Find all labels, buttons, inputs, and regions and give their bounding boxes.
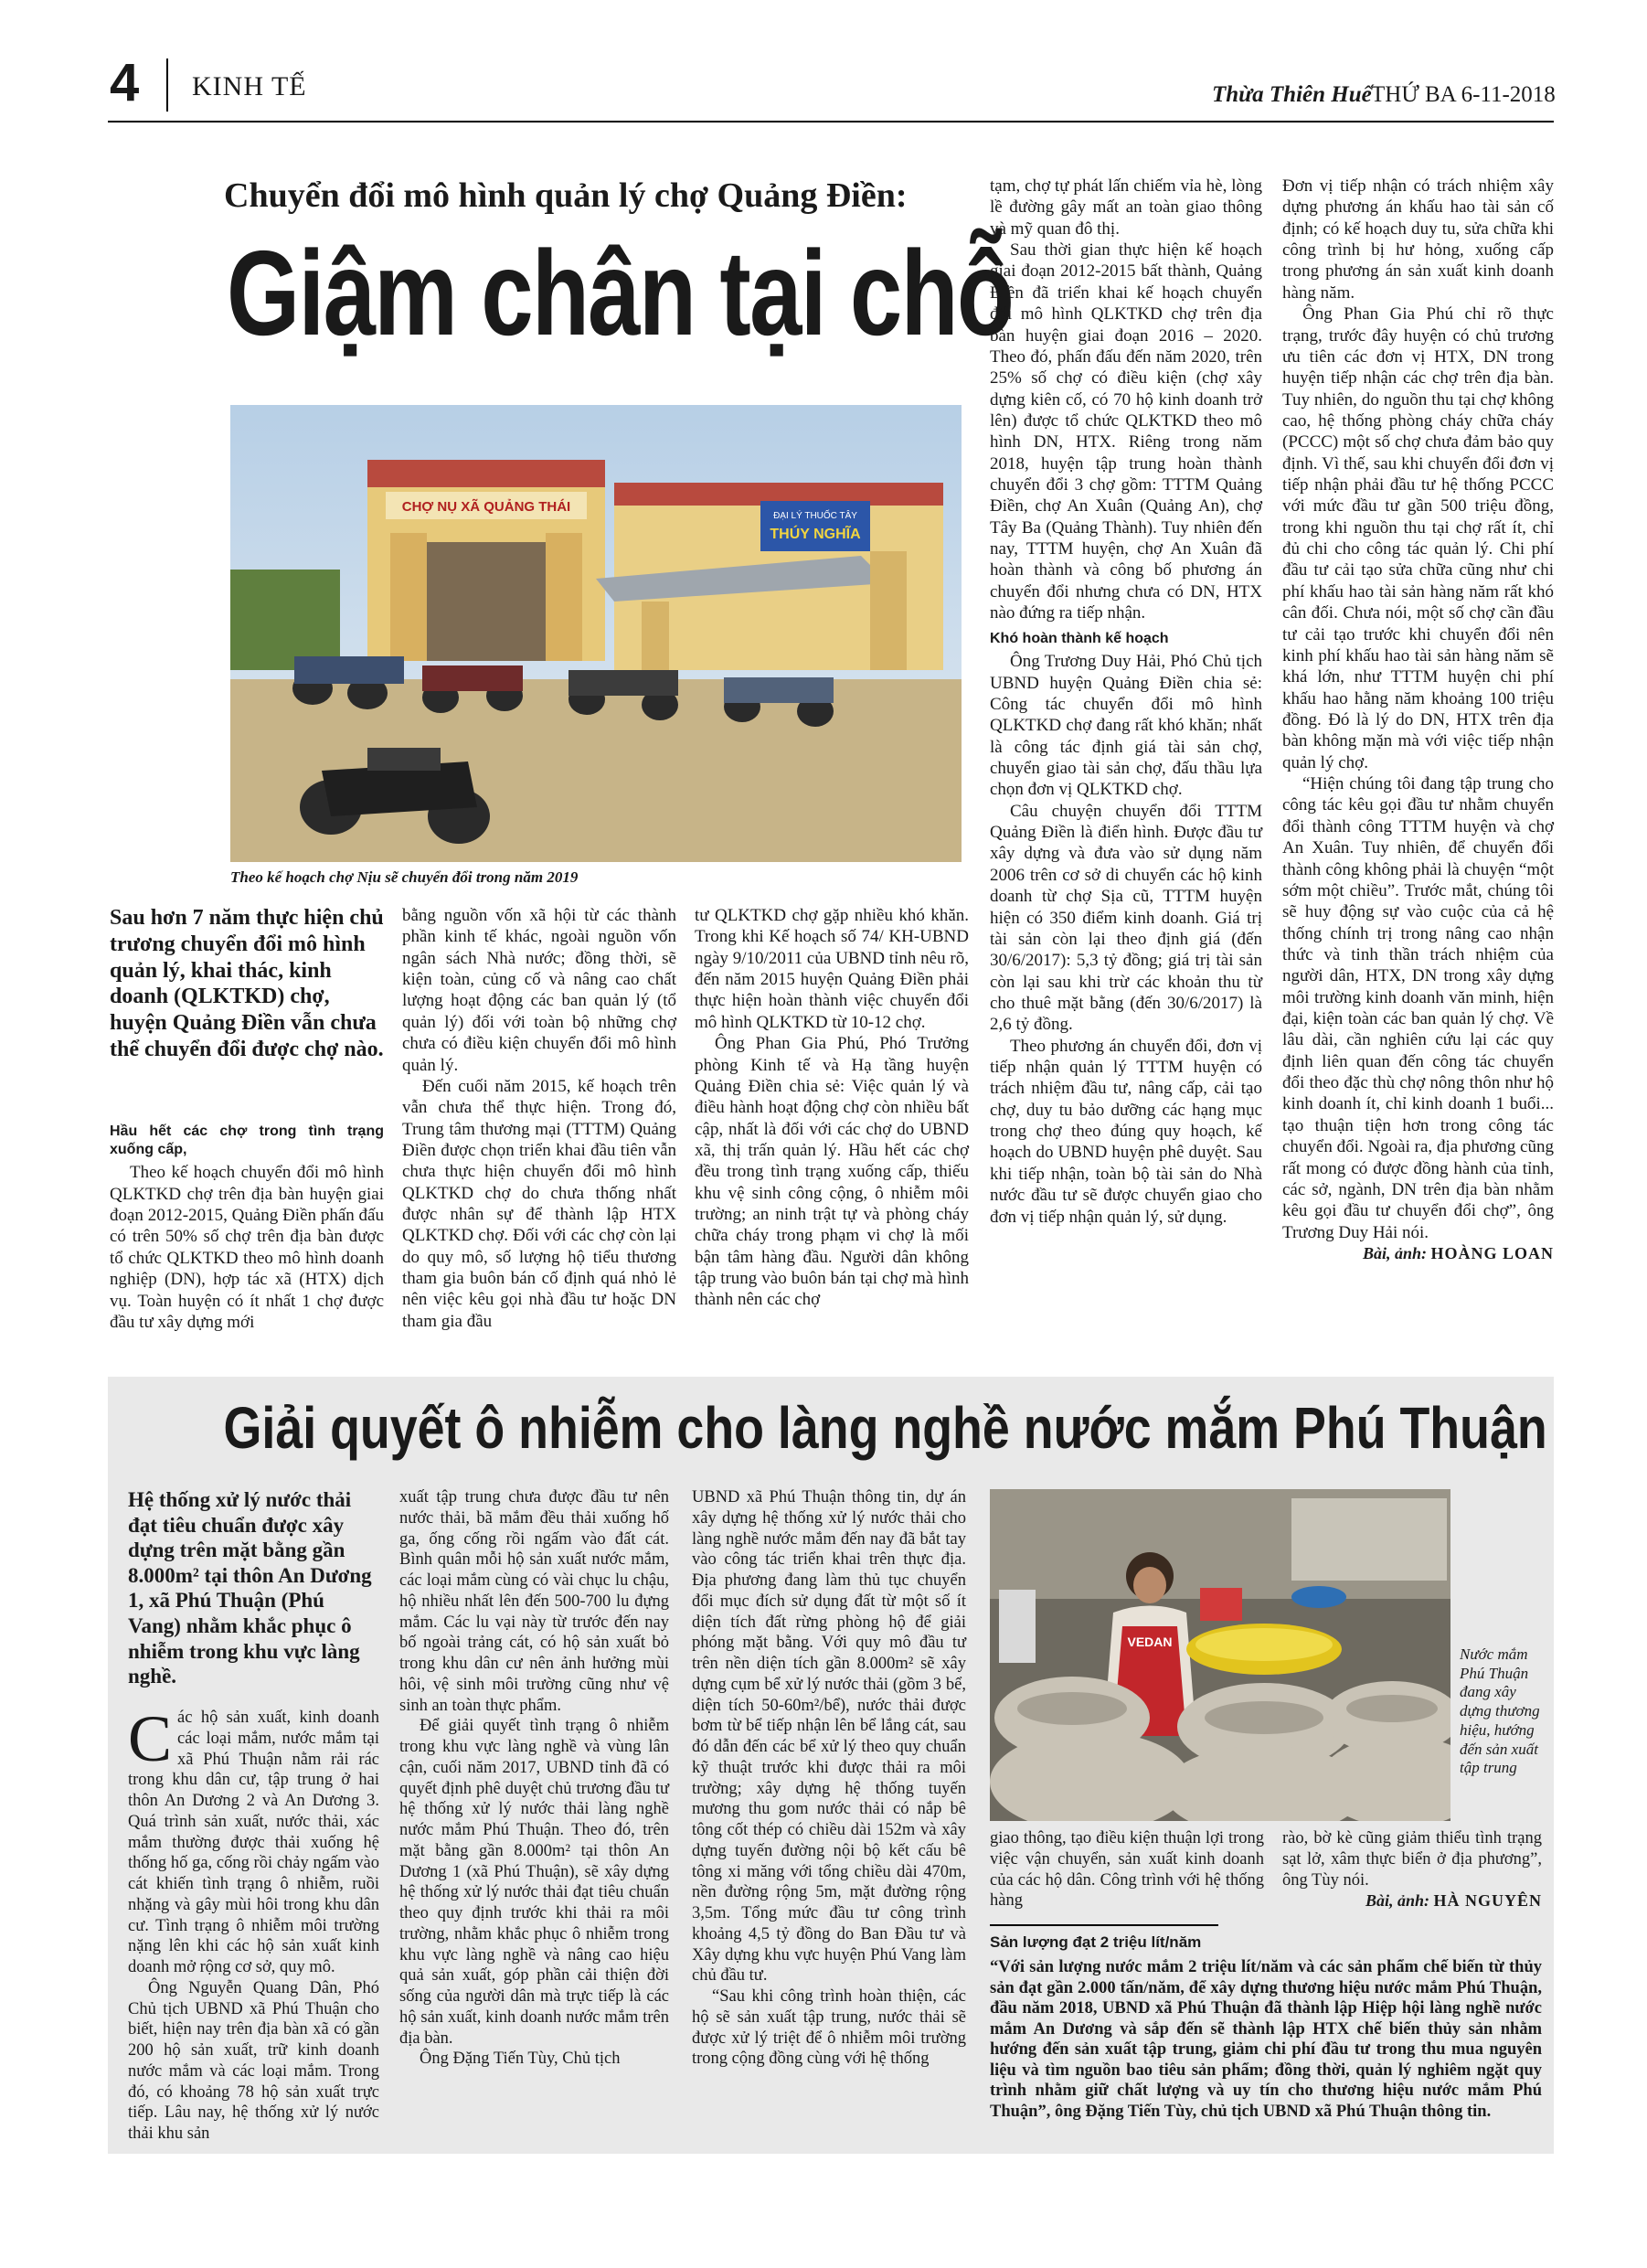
article2-col5	[1282, 1828, 1542, 1911]
issue-date: THỨ BA 6-11-2018	[1371, 82, 1556, 107]
fish-sauce-photo-illustration	[990, 1489, 1450, 1821]
article2-byline	[1282, 1890, 1542, 1911]
article1-para: Đến cuối năm 2015, kế hoạch trên vẫn chưa thể thực hiện. Trong đó, Trung tâm thương mại (TTTM) Quảng Điền được chọn triển khai đầu tiên vẫn chưa thực hiện chuyển đổi mô hình QLKTKD chợ do chưa thống nhất được nhân sự để thành lập HTX QLKTKD chợ. Đối với các chợ còn lại do quy mô, số lượng hộ tiểu thương tham gia buôn bán cố định quá nhỏ lẻ nên việc kêu gọi nhà đầu tư hoặc DN tham gia đầu	[402, 1076, 676, 1331]
article1-para: Ông Phan Gia Phú chỉ rõ thực trạng, trước đây huyện có chủ trương ưu tiên các đơn vị HTX, DN trong huyện tiếp nhận các chợ trên địa bàn. Tuy nhiên, do nguồn thu tại chợ không cao, hệ thống phòng cháy chữa cháy (PCCC) một số chợ chưa đảm bảo quy định. Vì thế, sau khi chuyển đổi đơn vị tiếp nhận phải đầu tư hệ thống PCCC với mức đầu tư gần 500 triệu đồng, trong khi nguồn thu tại chợ rất ít, chỉ đủ chi cho công tác quản lý. Chi phí đầu tư cải tạo sửa chữa cũng như chi phí khấu hao tài sản hàng năm rất khó cân đối. Chưa nói, một số chợ cần đầu tư cải tạo trước khi chuyển đổi nên kinh phí khấu hao tài sản hàng năm sẽ khá lớn, như TTTM huyện chi phí khấu hao hằng năm khoảng 100 triệu đồng. Đó là lý do DN, HTX trên địa bàn không mặn mà với việc tiếp nhận quản lý chợ.	[1282, 304, 1554, 772]
article2-headline: Giải quyết ô nhiễm cho làng nghề nước mắm Phú Thuận	[223, 1395, 1547, 1461]
header-divider	[166, 59, 168, 112]
article1-para: Ông Phan Gia Phú, Phó Trưởng phòng Kinh tế và Hạ tầng huyện Quảng Điền chia sẻ: Việc quản lý và điều hành hoạt động chợ còn nhiều bất cập, nhất là đối với các chợ do UBND xã, thị trấn quản lý. Hầu hết các chợ đều trong tình trạng xuống cấp, thiếu khu vệ sinh công cộng, ô nhiễm môi trường; an ninh trật tự và phòng cháy chữa cháy trong phạm vi chợ là mối bận tâm hàng đầu. Người dân không tập trung vào buôn bán tại chợ mà hình thành nên các chợ	[695, 1034, 969, 1310]
market-photo	[230, 405, 962, 862]
fish-sauce-photo	[990, 1489, 1450, 1821]
article1-para: bằng nguồn vốn xã hội từ các thành phần kinh tế khác, ngoài nguồn vốn ngân sách Nhà nước; đồng thời, sẽ kiện toàn, củng cố và nâng cao chất lượng hoạt động các ban quản lý (tổ quản lý) đối với toàn bộ những chợ chưa có điều kiện chuyển đổi mô hình quản lý.	[402, 906, 676, 1075]
article2-col2	[399, 1487, 669, 2070]
article2-sidebar-box	[990, 1933, 1542, 2123]
byline-prefix: Bài, ảnh:	[1365, 1891, 1429, 1911]
article1-lead: Sau hơn 7 năm thực hiện chủ trương chuyển đổi mô hình quản lý, khai thác, kinh doanh (QLKTKD) chợ, huyện Quảng Điền vẫn chưa thể chuyển đổi được chợ nào.	[110, 906, 384, 1061]
article2-col4	[990, 1828, 1264, 1911]
shop-sign-top: ĐẠI LÝ THUỐC TÂY	[773, 511, 857, 521]
newspaper-name: Thừa Thiên Huế	[1212, 82, 1372, 107]
article1-col1	[110, 1117, 384, 1333]
article1-para: Đơn vị tiếp nhận có trách nhiệm xây dựng phương án khấu hao tài sản cố định; có kế hoạch duy tu, sửa chữa khi công trình bị hư hỏng, xuống cấp trong phương án sản xuất kinh doanh hàng năm.	[1282, 176, 1554, 303]
article1-para: Theo phương án chuyển đổi, đơn vị tiếp nhận quản lý TTTM huyện có trách nhiệm đầu tư, nâng cấp, cải tạo chợ, duy tu bảo dưỡng các hạng mục trong chợ theo đúng quy hoạch, kế hoạch do UBND huyện phê duyệt. Sau khi tiếp nhận, toàn bộ tài sản do Nhà nước đầu tư sẽ được chuyển giao cho đơn vị tiếp nhận quản lý, sử dụng.	[990, 1036, 1262, 1227]
shop-sign-name: THÚY NGHĨA	[770, 527, 861, 542]
article2-col3	[692, 1487, 966, 2070]
article1-para: tư QLKTKD chợ gặp nhiều khó khăn. Trong khi Kế hoạch số 74/ KH-UBND ngày 9/10/2011 của UBND tỉnh nêu rõ, đến năm 2015 huyện Quảng Điền phải thực hiện hoàn thành việc chuyển đổi mô hình QLKTKD từ 10-12 chợ.	[695, 906, 969, 1032]
byline-prefix: Bài, ảnh:	[1362, 1243, 1427, 1262]
article1-col2	[402, 905, 676, 1332]
article1-para: Theo kế hoạch chuyển đổi mô hình QLKTKD chợ trên địa bàn huyện giai đoạn 2012-2015, Quảng Điền phấn đấu có trên 50% số chợ trên địa bàn được tổ chức QLKTKD theo mô hình doanh nghiệp (DN), hợp tác xã (HTX) dịch vụ. Toàn huyện có ít nhất 1 chợ được đầu tư xây dựng mới	[110, 1163, 384, 1332]
byline-author: HOÀNG LOAN	[1430, 1243, 1554, 1262]
article1-subhead-1: Hầu hết các chợ trong tình trạng xuống cấp,	[110, 1123, 384, 1157]
article1-para: tạm, chợ tự phát lấn chiếm vỉa hè, lòng lề đường gây mất an toàn giao thông và mỹ quan đô thị.	[990, 176, 1262, 239]
fish-sauce-photo-caption: Nước mắm Phú Thuận đang xây dựng thương hiệu, hướng đến sản xuất tập trung	[1460, 1645, 1540, 1777]
byline-author: HÀ NGUYÊN	[1433, 1891, 1542, 1911]
article1-headline: Giậm chân tại chỗ	[227, 226, 1014, 360]
article2-para: rào, bờ kè cũng giảm thiểu tình trạng sạt lở, xâm thực biển ở địa phương”, ông Tùy nói.	[1282, 1829, 1542, 1890]
sidebar-quote: “Với sản lượng nước mắm 2 triệu lít/năm và các sản phẩm chế biến từ thủy sản đạt gần 2.000 tấn/năm, để xây dựng thương hiệu nước mắm Phú Thuận, đầu năm 2018, UBND xã Phú Thuận đã thành lập Hiệp hội làng nghề nước mắm An Dương và sắp đến sẽ thành lập HTX chế biến thủy sản nhằm hướng đến sản xuất tập trung, giảm chi phí đầu tư trong thu mua nguyên liệu và tìm nguồn bao tiêu sản phẩm; đồng thời, quản lý nghiêm ngặt quy trình nhằm giữ chất lượng và uy tín cho thương hiệu nước mắm Phú Thuận”, ông Đặng Tiến Tùy, chủ tịch UBND xã Phú Thuận thông tin.	[990, 1958, 1542, 2121]
market-sign: CHỢ NỤ XÃ QUẢNG THÁI	[401, 499, 571, 515]
box-top-rule	[990, 1924, 1218, 1926]
article2-col1	[128, 1702, 379, 2145]
article1-col4	[990, 176, 1262, 1228]
article1-para: Sau thời gian thực hiện kế hoạch giai đoạn 2012-2015 bất thành, Quảng Điền đã triển khai kế hoạch chuyển đổi mô hình QLKTKD chợ trên địa bàn huyện giai đoạn 2016 – 2020. Theo đó, phấn đấu đến năm 2020, trên 25% số chợ có điều kiện (chợ xây dựng kiên cố, có 70 hộ kinh doanh trở lên) được tổ chức QLKTKD theo mô hình DN, HTX. Riêng trong năm 2018, huyện tập trung hoàn thành chuyển đổi 3 chợ gồm: TTTM Quảng Điền, chợ An Xuân (Quảng An), chợ Tây Ba (Quảng Thành). Tuy nhiên đến nay, TTTM huyện, chợ An Xuân đã hoàn thành và công bố phương án chuyển đổi nhưng chưa có DN, HTX nào đứng ra tiếp nhận.	[990, 240, 1262, 623]
market-photo-caption: Theo kế hoạch chợ Nịu sẽ chuyển đổi trong năm 2019	[230, 868, 579, 886]
article2-para: giao thông, tạo điều kiện thuận lợi trong việc vận chuyển, sản xuất kinh doanh của các hộ dân. Công trình với hệ thống hàng	[990, 1829, 1264, 1911]
article1-byline	[1282, 1243, 1554, 1263]
vedan-label: VEDAN	[1127, 1634, 1173, 1649]
article2-para: UBND xã Phú Thuận thông tin, dự án xây dựng hệ thống xử lý nước thải cho làng nghề nước mắm đến nay đã bắt tay vào công tác triển khai trên thực địa. Địa phương đang làm thủ tục chuyển đổi mục đích sử dụng đất từ một số ít diện tích đất rừng phòng hộ để giải phóng mặt bằng. Với quy mô đầu tư trên nền diện tích gần 8.000m² sẽ xây dựng cụm bể xử lý nước thải (gồm 3 bể, diện tích 50-60m²/bể), nước thải được bơm từ bể tiếp nhận lên bể lắng cát, sau đó dẫn đến các bể xử lý theo quy chuẩn kỹ thuật trước khi được thải ra môi trường; xây dựng hệ thống tuyến mương thu gom nước thải có nắp bê tông cốt thép có chiều dài 152m và xây dựng tuyến đường nội bộ kết cấu bê tông xi măng với tổng chiều dài 470m, nền đường rộng 5m, mặt đường rộng 3,5m. Tổng mức đầu tư công trình khoảng 4,5 tỷ đồng do Ban Đầu tư và Xây dựng khu vực huyện Phú Vang làm chủ đầu tư.	[692, 1488, 966, 1986]
article1-kicker: Chuyển đổi mô hình quản lý chợ Quảng Điền:	[224, 176, 908, 215]
article2-para: Ông Đặng Tiến Tùy, Chủ tịch	[420, 2050, 621, 2069]
page-number: 4	[110, 53, 140, 112]
article1-col5	[1282, 176, 1554, 1263]
article2-para-text: ác hộ sản xuất, kinh doanh các loại mắm, nước mắm tại xã Phú Thuận nằm rải rác trong khu dân cư, tập trung ở hai thôn An Dương 2 và An Dương 3. Quá trình sản xuất, nước thải, xác mắm thường được thải xuống hệ thống hố ga, cống rồi chảy ngấm vào cát khiến tình trạng ô nhiễm, ruồi nhặng và gây mùi hôi trong khu dân cư. Tình trạng ô nhiễm môi trường nặng lên khi các hộ sản xuất kinh doanh mở rộng cơ sở, quy mô.	[128, 1709, 379, 1976]
article2-para: “Sau khi công trình hoàn thiện, các hộ sẽ sản xuất tập trung, nước thải sẽ được xử lý triệt để ô nhiễm môi trường trong cộng đồng cùng với hệ thống	[692, 1987, 966, 2069]
sidebar-title: Sản lượng đạt 2 triệu lít/năm	[990, 1933, 1202, 1951]
article2-para	[128, 1702, 379, 1978]
article1-para: Câu chuyện chuyển đổi TTTM Quảng Điền là điển hình. Được đầu tư xây dựng và đưa vào sử dụng năm 2006 trên cơ sở di chuyển các hộ kinh doanh từ chợ Sịa cũ, TTTM huyện hiện có 350 điểm kinh doanh. Giá trị tài sản còn lại theo định giá (đến 30/6/2017): 5,3 tỷ đồng; giá trị tài sản còn lại sau khi trừ các khoản thu từ cho thuê mặt bằng (đến 30/6/2017) là 2,6 tỷ đồng.	[990, 801, 1262, 1035]
header-rule	[108, 121, 1554, 122]
article2-para: Ông Nguyễn Quang Dân, Phó Chủ tịch UBND xã Phú Thuận cho biết, hiện nay trên địa bàn xã có gần 200 hộ sản xuất, trữ kinh doanh nước mắm và các loại mắm. Trong đó, có khoảng 78 hộ sản xuất trực tiếp. Lâu nay, hệ thống xử lý nước thải khu sản	[128, 1978, 379, 2143]
drop-cap: C	[128, 1702, 173, 1775]
article2-lead: Hệ thống xử lý nước thải đạt tiêu chuẩn được xây dựng trên mặt bằng gần 8.000m² tại thôn An Dương 1, xã Phú Thuận (Phú Vang) nhằm khắc phục ô nhiễm trong khu vực làng nghề.	[128, 1488, 372, 1688]
article1-para: “Hiện chúng tôi đang tập trung cho công tác kêu gọi đầu tư nhằm chuyển đổi thành công TTTM huyện và chợ An Xuân. Tuy nhiên, để chuyển đổi thành công không phải là chuyện “một sớm một chiều”. Trước mắt, chúng tôi sẽ huy động sự vào cuộc của cả hệ thống chính trị trong nâng cao nhận thức và tinh thần trách nhiệm của người dân, HTX, DN trong xây dựng môi trường kinh doanh văn minh, hiện đại, kiện toàn các ban quản lý chợ. Về lâu dài, cần nghiên cứu lại các quy định liên quan đến công tác chuyển đổi theo đặc thù chợ nông thôn như hộ kinh doanh ít, chỉ kinh doanh 1 buổi... tạo thuận tiện hơn trong công tác chuyển đổi. Ngoài ra, địa phương cũng rất mong có được đồng hành của tỉnh, các sở, ngành, DN trên địa bàn nhằm kêu gọi đầu tư chuyển đổi chợ”, ông Trương Duy Hải nói.	[1282, 774, 1554, 1242]
article2-para: Để giải quyết tình trạng ô nhiễm trong khu vực làng nghề và vùng lân cận, cuối năm 2017, UBND tỉnh đã có quyết định phê duyệt chủ trương đầu tư hệ thống xử lý nước thải làng nghề nước mắm Phú Thuận. Theo đó, trên mặt bằng gần 8.000m² tại thôn An Dương 1 (xã Phú Thuận), sẽ xây dựng hệ thống xử lý nước thải đạt tiêu chuẩn theo quy định trước khi thải ra môi trường, nhằm khắc phục ô nhiễm trong khu vực làng nghề và nâng cao hiệu quả sản xuất, góp phần cải thiện đời sống của người dân mà trực tiếp là các hộ sản xuất, kinh doanh nước mắm trên địa bàn.	[399, 1717, 669, 2048]
article1-para: Ông Trương Duy Hải, Phó Chủ tịch UBND huyện Quảng Điền chia sẻ: Công tác chuyển đổi mô hình QLKTKD chợ đang rất khó khăn; nhất là công tác định giá tài sản chợ, chuyển giao tài sản chợ, đấu thầu lựa chọn đơn vị QLKTKD chợ.	[990, 652, 1262, 800]
article2-para: xuất tập trung chưa được đầu tư nên nước thải, bã mắm đều thải xuống hố ga, ống cống rồi ngấm vào đất cát. Bình quân mỗi hộ sản xuất nước mắm, các loại mắm cùng có vài chục lu chậu, hộ nhiều nhất lên đến 500-700 lu đựng mắm. Các lu vại này từ trước đến nay bố ngoài trảng cát, có hộ sản xuất bỏ trong khu dân cư nên ảnh hưởng mùi hôi, vệ sinh môi trường cũng như vệ sinh an toàn thực phẩm.	[399, 1488, 669, 1715]
section-name: KINH TẾ	[192, 71, 307, 101]
article1-col3	[695, 905, 969, 1311]
article1-subhead-2: Khó hoàn thành kế hoạch	[990, 630, 1169, 646]
market-photo-illustration	[230, 405, 962, 862]
